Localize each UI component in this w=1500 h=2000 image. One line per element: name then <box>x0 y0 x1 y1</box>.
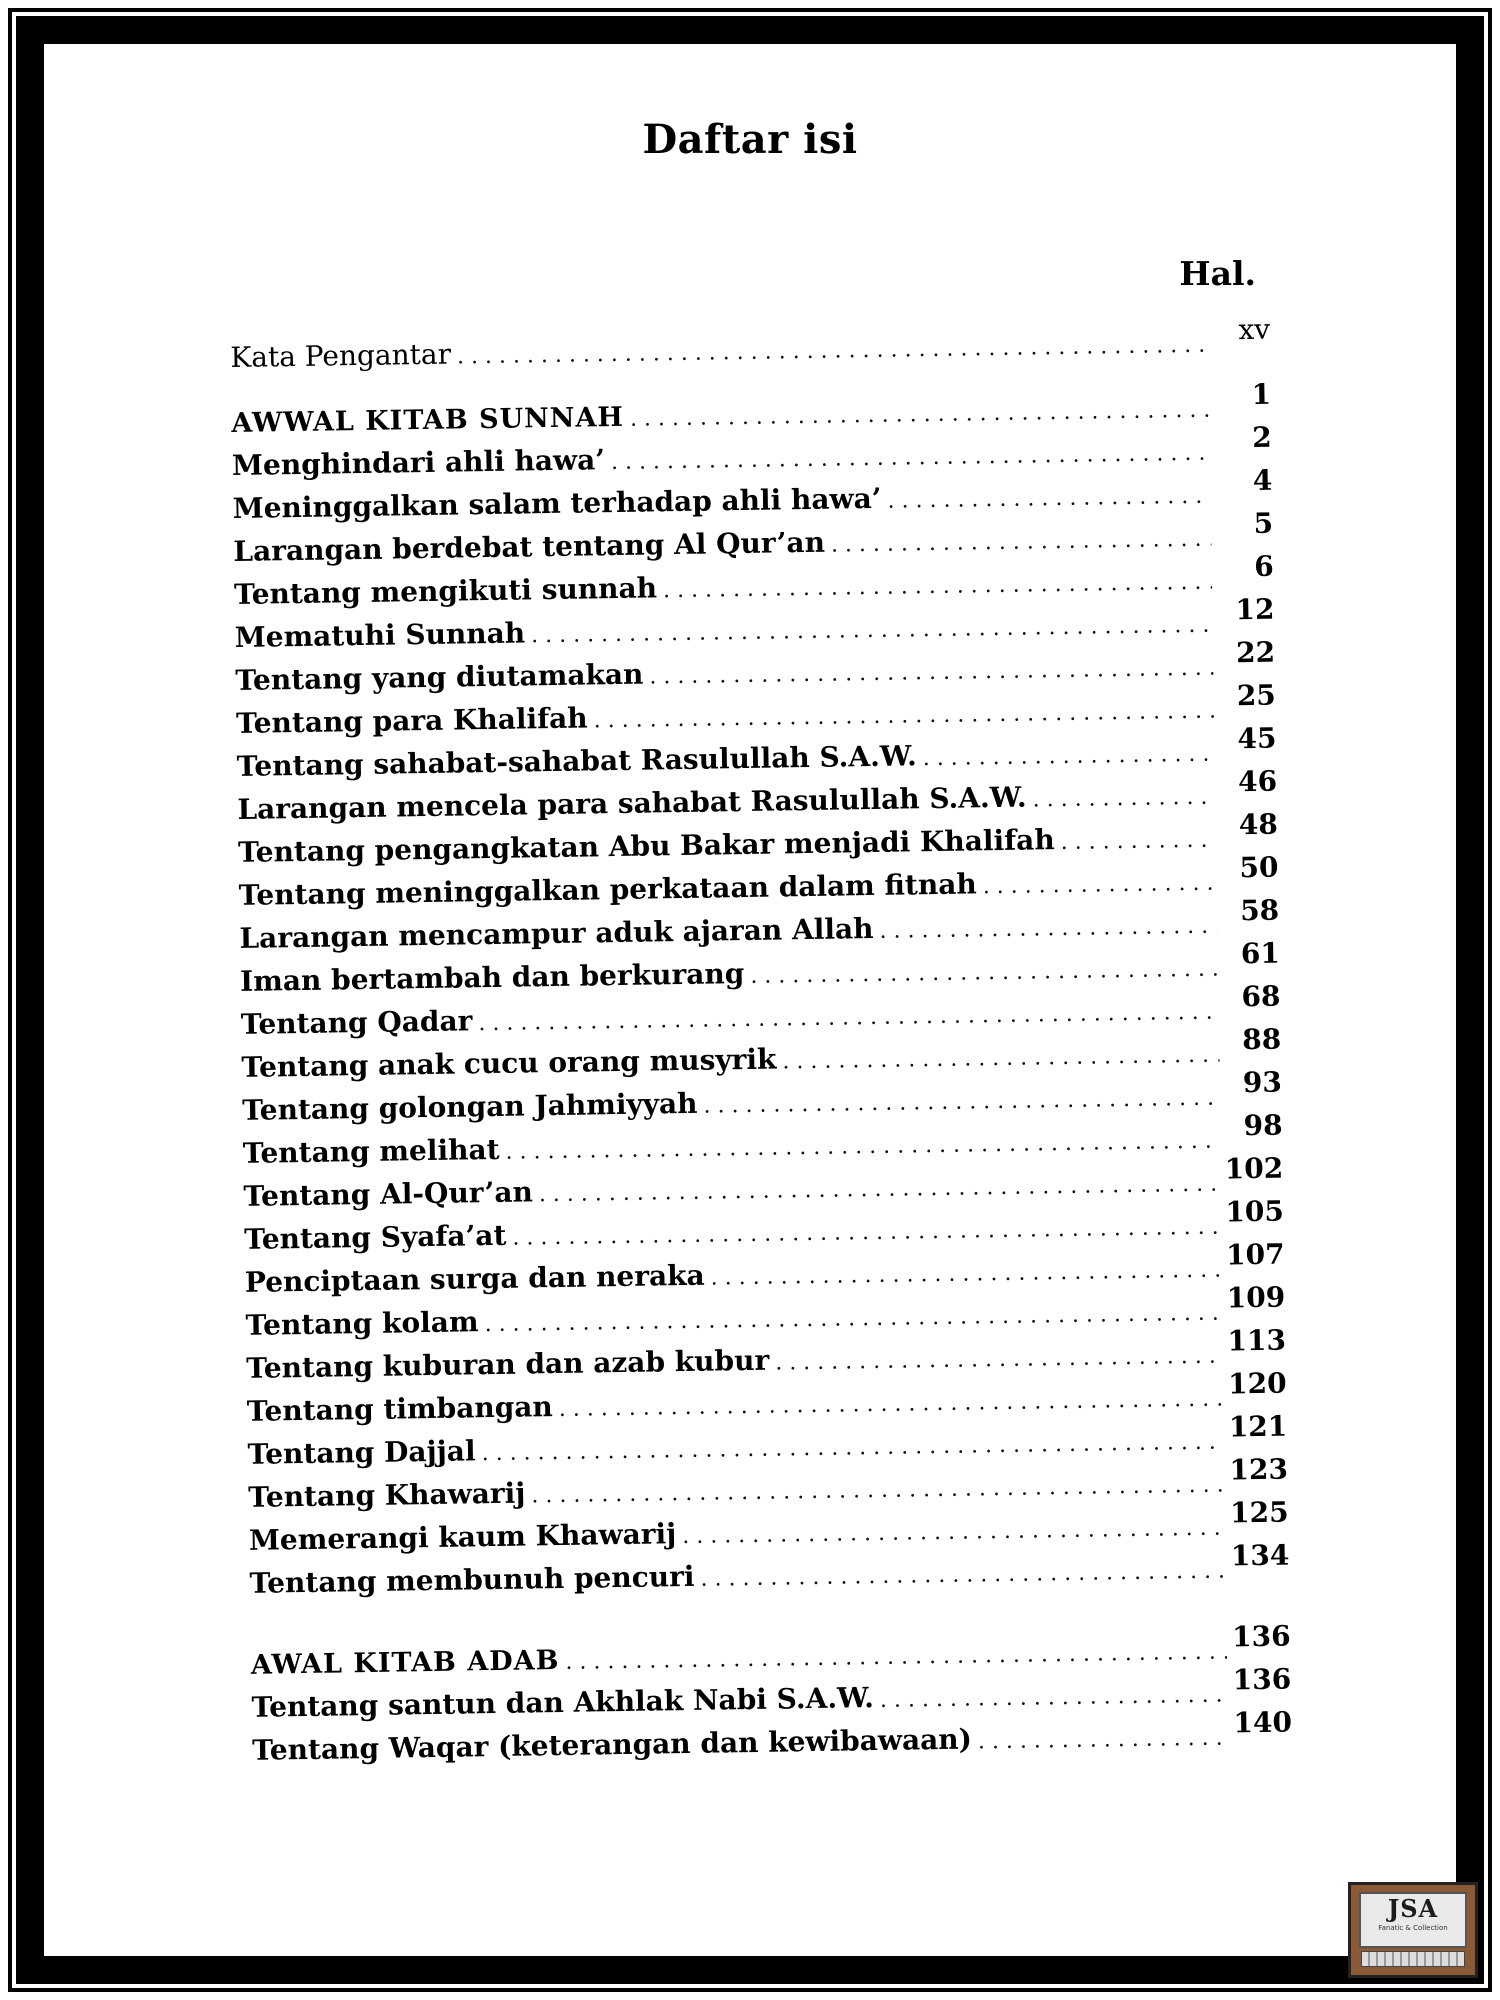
toc-entry-title: Tentang sahabat-sahabat Rasulullah S.A.W. <box>236 739 917 783</box>
toc-entry-title: Tentang golongan Jahmiyyah <box>241 1086 698 1127</box>
toc-entry-page: 2 <box>1251 420 1272 454</box>
toc-entry-page: 46 <box>1237 764 1278 799</box>
toc-dot-leader <box>775 1335 1222 1385</box>
document-page <box>44 44 1456 1956</box>
toc-entry-title: AWAL KITAB ADAB <box>250 1644 560 1681</box>
toc-entry-title: Tentang meninggalkan perkataan dalam fitnah <box>238 867 977 912</box>
toc-entry-title: Tentang Al-Qur’an <box>243 1175 534 1213</box>
toc-entry-title: Tentang pengangkatan Abu Bakar menjadi Khalifah <box>237 823 1055 869</box>
toc-entry-title: Larangan berdebat tentang Al Qur’an <box>233 525 826 568</box>
toc-entry-page: 105 <box>1225 1194 1285 1229</box>
toc-dot-leader <box>879 905 1218 953</box>
toc-entry-title: Tentang Dajjal <box>247 1434 476 1471</box>
toc-entry-page: 136 <box>1231 1619 1291 1654</box>
toc-entry-title: Tentang Waqar (keterangan dan kewibawaan) <box>251 1722 973 1767</box>
toc-entry-page: 120 <box>1227 1366 1287 1401</box>
toc-entry-page: 50 <box>1239 850 1279 885</box>
page-title: Daftar isi <box>642 116 858 163</box>
toc-entry-title: Tentang membunuh pencuri <box>249 1559 695 1600</box>
logo-subtext: Fanatic & Collection <box>1378 1924 1448 1932</box>
toc-entry-page: 5 <box>1253 506 1274 540</box>
toc-entry-page: 123 <box>1229 1452 1289 1487</box>
toc-entry-title: Tentang Khawarij <box>247 1476 526 1514</box>
toc-entry-page: 109 <box>1226 1280 1286 1315</box>
toc-dot-leader <box>750 948 1218 998</box>
toc-dot-leader <box>831 518 1212 567</box>
jsa-logo <box>1348 1882 1478 1978</box>
toc-entry-title: Menghindari ahli hawa’ <box>231 443 606 482</box>
toc-entry-page: 6 <box>1254 549 1275 583</box>
toc-entry-page: 1 <box>1251 377 1272 411</box>
toc-entry-title: Larangan mencampur aduk ajaran Allah <box>239 911 874 955</box>
toc-dot-leader <box>457 324 1209 379</box>
toc-entry-title: Meninggalkan salam terhadap ahli hawa’ <box>232 481 882 525</box>
toc-entry-title: Tentang timbangan <box>246 1390 554 1428</box>
toc-entry-page: 58 <box>1239 893 1280 928</box>
toc-entry-page: 48 <box>1238 807 1279 842</box>
toc-entry-page: 98 <box>1243 1108 1283 1143</box>
toc-entry-page: 93 <box>1242 1065 1283 1100</box>
toc-entry-title: Tentang para Khalifah <box>235 701 588 740</box>
toc-entry-title: Tentang kuburan dan azab kubur <box>245 1343 770 1385</box>
toc-dot-leader <box>922 733 1215 781</box>
toc-entry-title: Larangan mencela para sahabat Rasulullah S.A.W. <box>237 780 1027 826</box>
toc-dot-leader <box>880 1674 1228 1722</box>
toc-entry-page: 125 <box>1229 1495 1289 1530</box>
toc-entry-page: xv <box>1238 312 1271 347</box>
toc-entry-title: Tentang yang diutamakan <box>235 657 644 697</box>
toc-entry-title: Memerangi kaum Khawarij <box>248 1517 677 1557</box>
toc-dot-leader <box>1032 776 1215 822</box>
toc-dot-leader <box>887 475 1211 523</box>
toc-entry-page: 22 <box>1235 635 1276 670</box>
toc-entry-title: Tentang Qadar <box>240 1004 473 1041</box>
toc-entry-title: AWWAL KITAB SUNNAH <box>231 401 625 439</box>
toc-entry-page: 12 <box>1235 592 1275 627</box>
toc-dot-leader <box>782 1034 1220 1084</box>
logo-screen <box>1359 1892 1467 1948</box>
toc-entry-page: 140 <box>1233 1705 1293 1740</box>
toc-entry-title: Tentang kolam <box>245 1305 479 1342</box>
toc-entry-page: 121 <box>1228 1409 1288 1444</box>
toc-dot-leader <box>700 1550 1225 1601</box>
toc-entry-page: 45 <box>1237 721 1277 756</box>
toc-entry-title: Tentang melihat <box>242 1132 500 1170</box>
toc-entry-title: Tentang santun dan Akhlak Nabi S.A.W. <box>251 1681 875 1724</box>
toc-entry-title: Tentang anak cucu orang musyrik <box>241 1042 777 1084</box>
toc-entry-page: 134 <box>1230 1538 1290 1573</box>
table-of-contents <box>230 312 1293 1772</box>
toc-entry-page: 113 <box>1227 1323 1287 1358</box>
toc-entry-title: Tentang mengikuti sunnah <box>233 571 658 611</box>
toc-entry-page: 61 <box>1240 936 1281 971</box>
toc-dot-leader <box>978 1717 1228 1764</box>
toc-entry-page: 4 <box>1252 463 1273 497</box>
toc-entry-title: Iman bertambah dan berkurang <box>239 957 745 998</box>
toc-row <box>230 312 1271 379</box>
page-column-header: Hal. <box>1179 254 1256 293</box>
toc-entry-page: 107 <box>1225 1237 1285 1272</box>
logo-text: JSA <box>1387 1894 1439 1923</box>
toc-entry-title: Tentang Syafa’at <box>243 1218 507 1256</box>
toc-entry-title: Mematuhi Sunnah <box>234 616 526 654</box>
toc-entry-title: Penciptaan surga dan neraka <box>244 1258 705 1299</box>
toc-entry-page: 68 <box>1241 979 1281 1014</box>
toc-entry-page: 136 <box>1232 1662 1292 1697</box>
toc-entry-title: Kata Pengantar <box>230 337 452 374</box>
logo-keyboard-icon <box>1361 1951 1465 1967</box>
toc-dot-leader <box>982 862 1217 909</box>
toc-entry-page: 25 <box>1236 678 1277 713</box>
toc-entry-page: 102 <box>1224 1151 1284 1186</box>
toc-dot-leader <box>1060 819 1216 864</box>
toc-entry-page: 88 <box>1241 1022 1282 1057</box>
